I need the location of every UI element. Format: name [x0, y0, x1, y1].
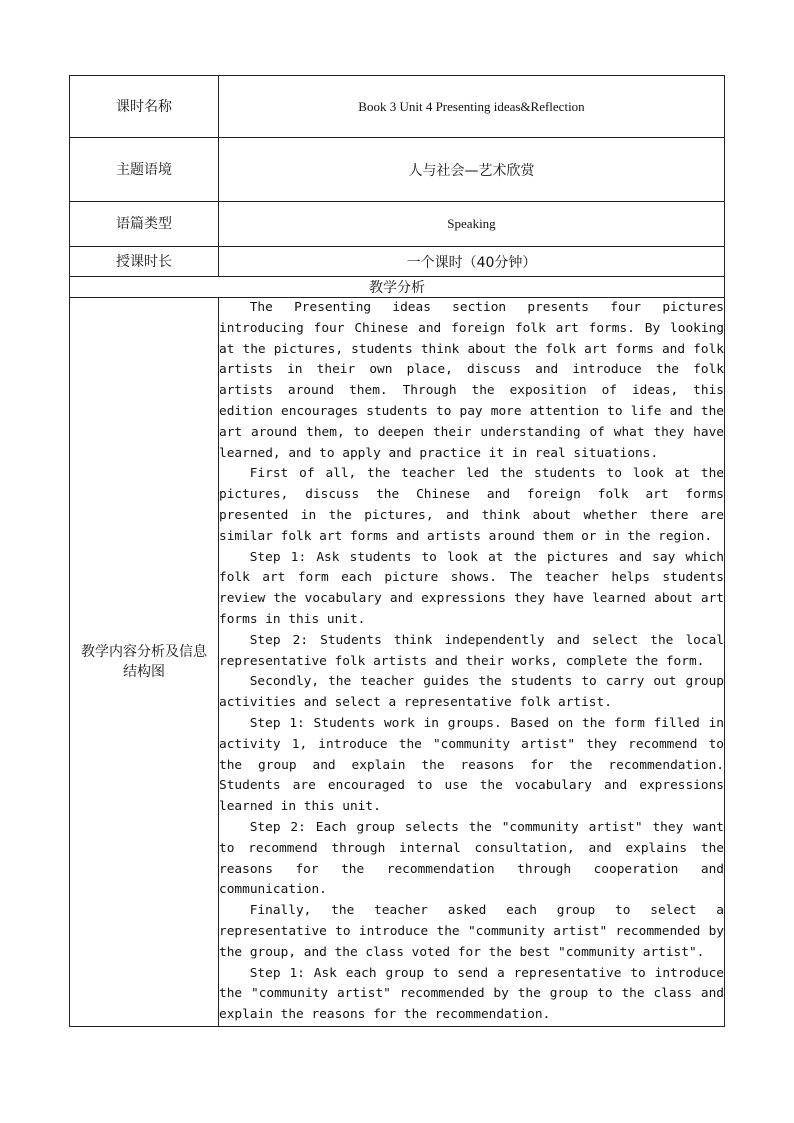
lesson-name-value: Book 3 Unit 4 Presenting ideas&Reflection — [219, 76, 725, 138]
analysis-paragraph: Secondly, the teacher guides the students to carry out group activities and select a representative folk artist. — [219, 674, 724, 711]
analysis-paragraph: First of all, the teacher led the students to look at the pictures, discuss the Chinese and foreign folk art forms presented in the pictures, and think about whether there are similar folk art forms and artists around them or in the region. — [219, 466, 724, 544]
analysis-paragraph: Step 2: Students think independently and select the local representative folk artists and their works, complete the form. — [219, 632, 724, 669]
content-analysis-label: 教学内容分析及信息结构图 — [70, 298, 219, 1027]
row-lesson-name — [70, 76, 725, 138]
discourse-type-label: 语篇类型 — [70, 202, 219, 247]
section-header: 教学分析 — [70, 277, 725, 298]
theme-context-value: 人与社会—艺术欣赏 — [219, 138, 725, 202]
analysis-paragraph: Finally, the teacher asked each group to select a representative to introduce the "community artist" recommended by the group, and the class voted for the best "community artist". — [219, 903, 724, 960]
lesson-plan-table — [69, 75, 725, 1027]
analysis-paragraph: Step 1: Ask each group to send a representative to introduce the "community artist" recommended by the group to the class and explain the reasons for the recommendation. — [219, 965, 724, 1023]
analysis-paragraph: Step 1: Ask students to look at the pictures and say which folk art form each picture shows. The teacher helps students review the vocabulary and expressions they have learned about art forms in this unit. — [219, 549, 724, 627]
duration-value: 一个课时（40分钟） — [219, 247, 725, 277]
row-content-analysis — [70, 298, 725, 1027]
discourse-type-value: Speaking — [219, 202, 725, 247]
duration-label: 授课时长 — [70, 247, 219, 277]
row-theme-context — [70, 138, 725, 202]
lesson-name-label: 课时名称 — [70, 76, 219, 138]
analysis-paragraph: The Presenting ideas section presents four pictures introducing four Chinese and foreign folk art forms. By looking at the pictures, students think about the folk art forms and folk artists in their own place, discuss and introduce the folk artists around them. Through the exposition of ideas, this edition encourages students to pay more attention to life and the art around them, to deepen their understanding of what they have learned, and to apply and practice it in real situations. — [219, 300, 724, 461]
analysis-paragraph: Step 1: Students work in groups. Based on the form filled in activity 1, introduce the "community artist" they recommend to the group and explain the reasons for the recommendation. Students are encouraged to use the vocabulary and expressions learned in this unit. — [219, 715, 724, 815]
row-duration — [70, 247, 725, 277]
analysis-paragraph: Step 2: Each group selects the "community artist" they want to recommend through internal consultation, and explains the reasons for the recommendation through cooperation and communication. — [219, 819, 724, 898]
row-section-header — [70, 277, 725, 298]
theme-context-label: 主题语境 — [70, 138, 219, 202]
content-analysis-text — [219, 298, 725, 1027]
row-discourse-type — [70, 202, 725, 247]
